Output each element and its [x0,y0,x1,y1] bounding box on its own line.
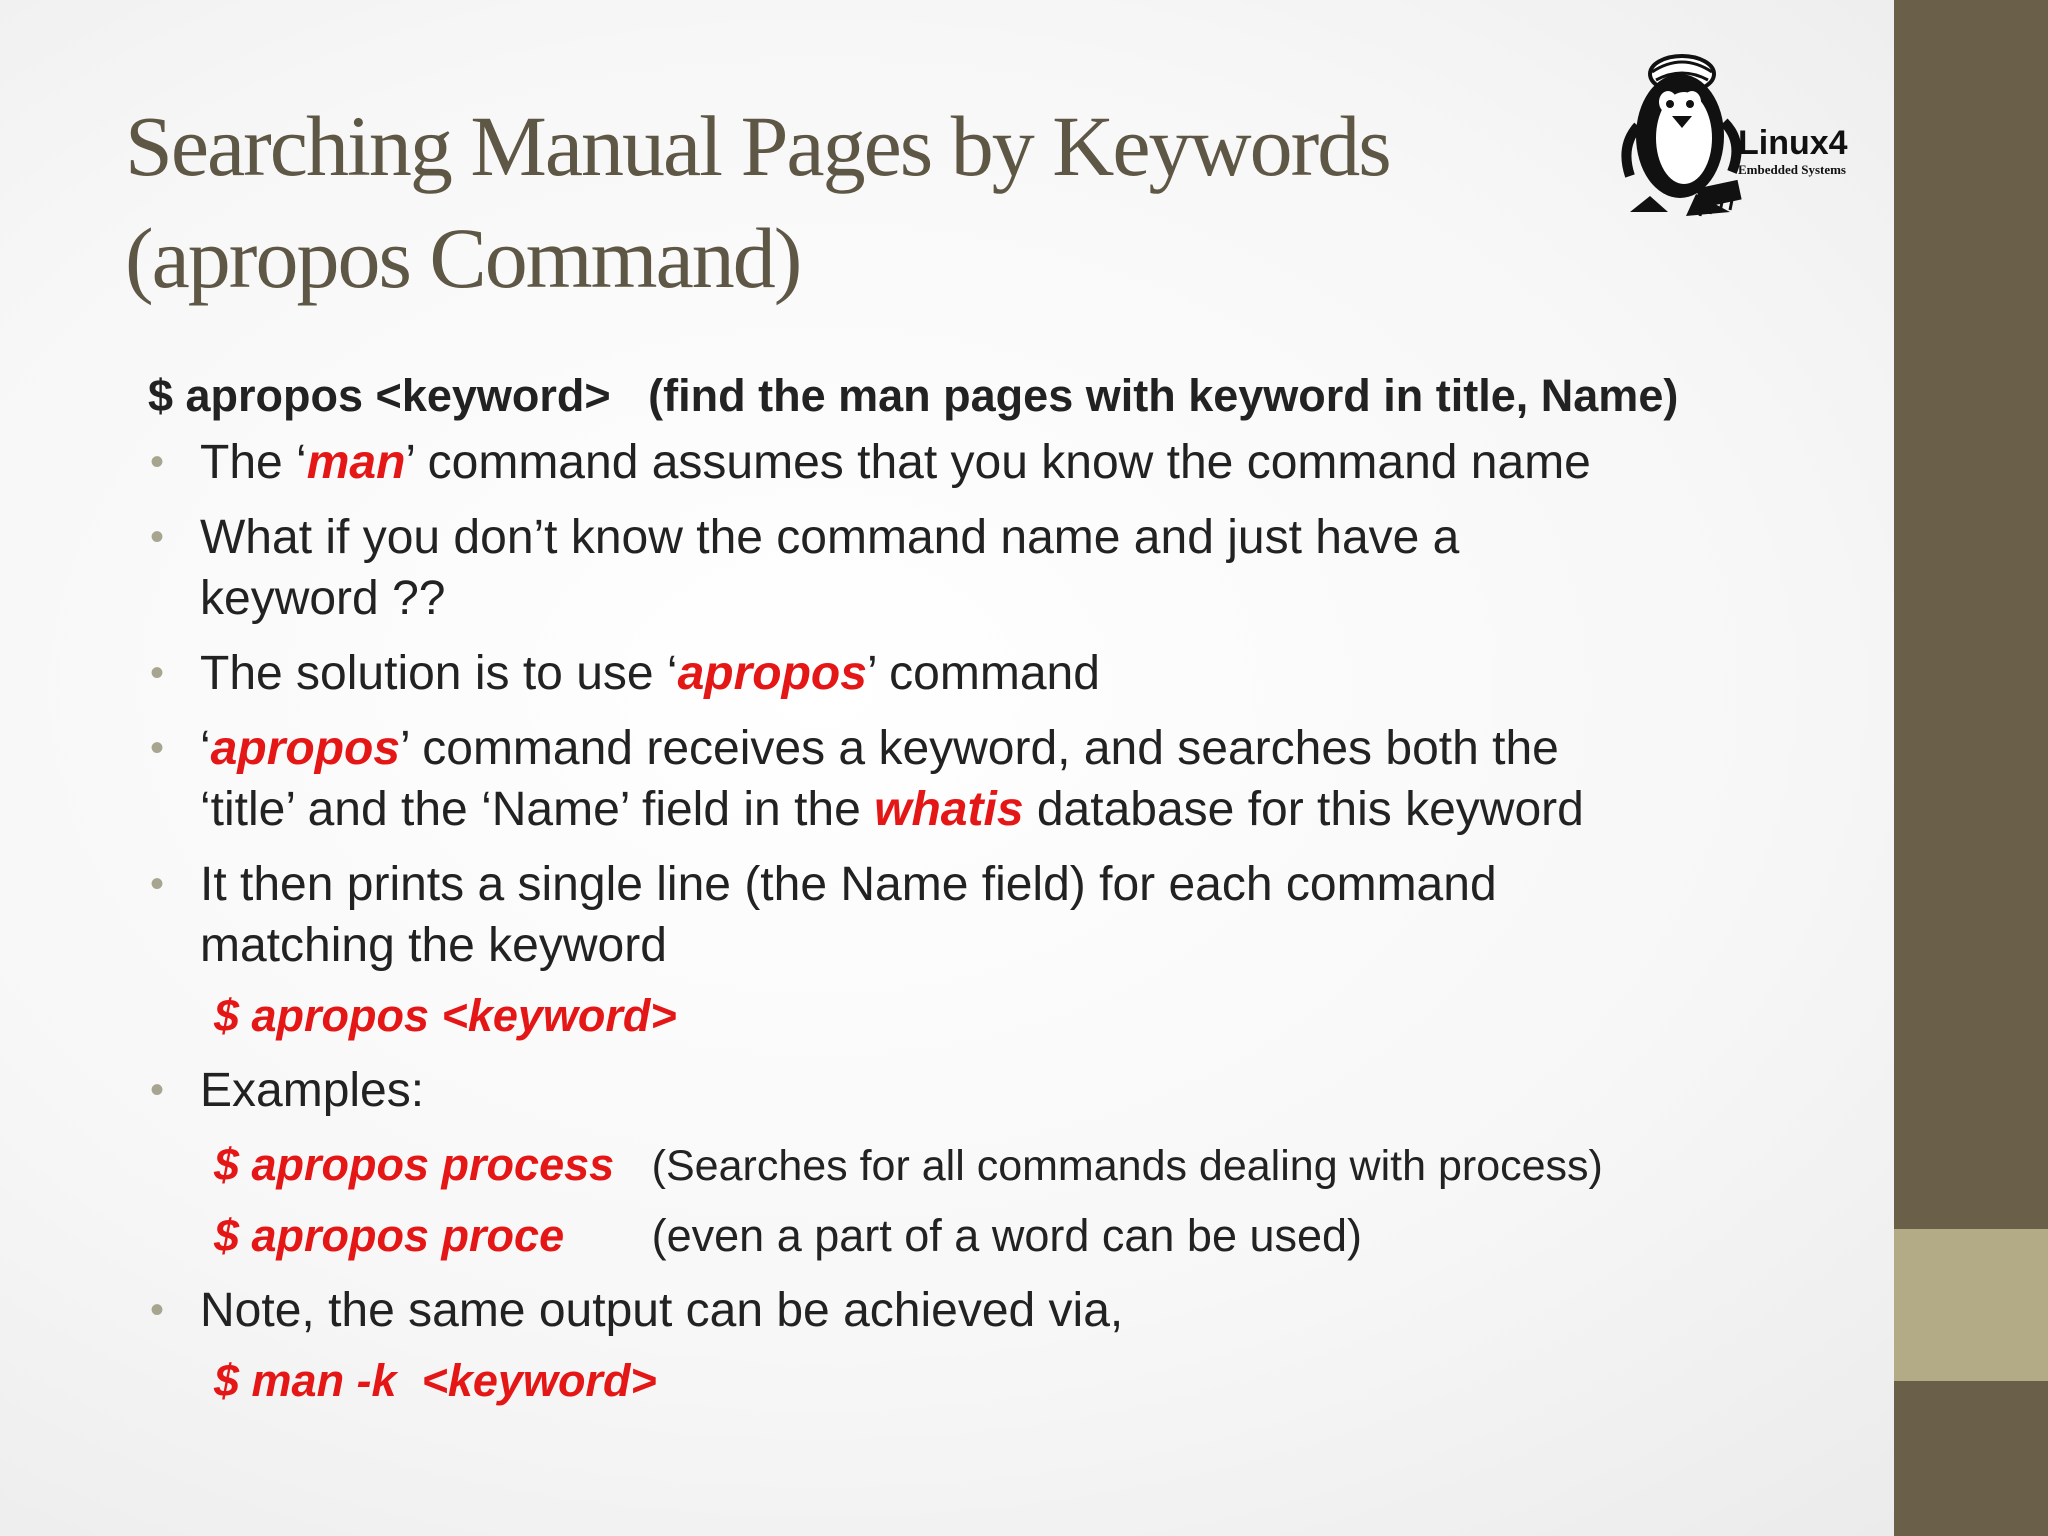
bullet-marker: • [150,440,165,484]
bullet-line-1: It then prints a single line (the Name field) for each command [200,858,1497,911]
bullet-line-2: ‘title’ and the ‘Name’ field in the whatis database for this keyword [200,783,1584,836]
logo-text-main: Linux4 [1738,124,1848,162]
bullet-list [148,432,1888,976]
highlight-apropos: apropos [677,647,867,700]
bullet-marker: • [150,651,165,695]
example-apropos-process [148,1135,1888,1196]
bullet-marker: • [150,726,165,770]
bullet-marker: • [150,1068,165,1112]
bullet-dont-know-name [148,507,1888,629]
penguin-icon [1626,56,1741,216]
title-line-1: Searching Manual Pages by Keywords [125,98,1390,194]
command-text: $ man -k <keyword> [214,1355,657,1406]
command-text: $ apropos <keyword> [214,990,677,1041]
command-text: $ apropos proce [214,1210,565,1261]
title-line-2: (apropos Command) [125,210,801,306]
bullet-line-2: matching the keyword [200,919,667,972]
bullet-line-2: keyword ?? [200,572,446,625]
slide-body [148,360,1888,1411]
bullet-list-examples [148,1060,1888,1121]
bullet-note [148,1280,1888,1341]
highlight-apropos: apropos [210,722,401,775]
bullet-list-note [148,1280,1888,1341]
highlight-whatis: whatis [874,783,1024,836]
bullet-text: Note, the same output can be achieved via, [200,1284,1124,1337]
bullet-marker: • [150,515,165,559]
example-apropos-proce [148,1206,1888,1266]
command-text: $ apropos process [214,1139,615,1190]
apropos-syntax-line: $ apropos <keyword> (find the man pages with keyword in title, Name) [148,370,1679,421]
highlight-man: man [306,436,406,489]
bullet-receives-keyword [148,718,1888,840]
command-note: (Searches for all commands dealing with process) [651,1142,1603,1190]
bullet-man-assumes [148,432,1888,493]
linux4-logo [1620,46,1870,226]
command-note: (even a part of a word can be used) [651,1210,1363,1261]
command-syntax [148,986,1888,1046]
logo-text-sub: Embedded Systems [1738,162,1846,177]
command-man-k [148,1351,1888,1411]
sidebar-accent-block [1894,1229,2048,1381]
bullet-prints-line [148,854,1888,976]
bullet-solution [148,643,1888,704]
bullet-line-1: ‘apropos’ command receives a keyword, and searches both the [200,722,1559,775]
bullet-text: Examples: [200,1064,425,1117]
bullet-text: The solution is to use ‘apropos’ command [200,647,1100,700]
bullet-text: The ‘man’ command assumes that you know the command name [200,436,1591,489]
bullet-line-1: What if you don’t know the command name and just have a [200,511,1460,564]
bullet-examples [148,1060,1888,1121]
bullet-marker: • [150,1288,165,1332]
bullet-marker: • [150,862,165,906]
slide-title [125,90,1605,314]
